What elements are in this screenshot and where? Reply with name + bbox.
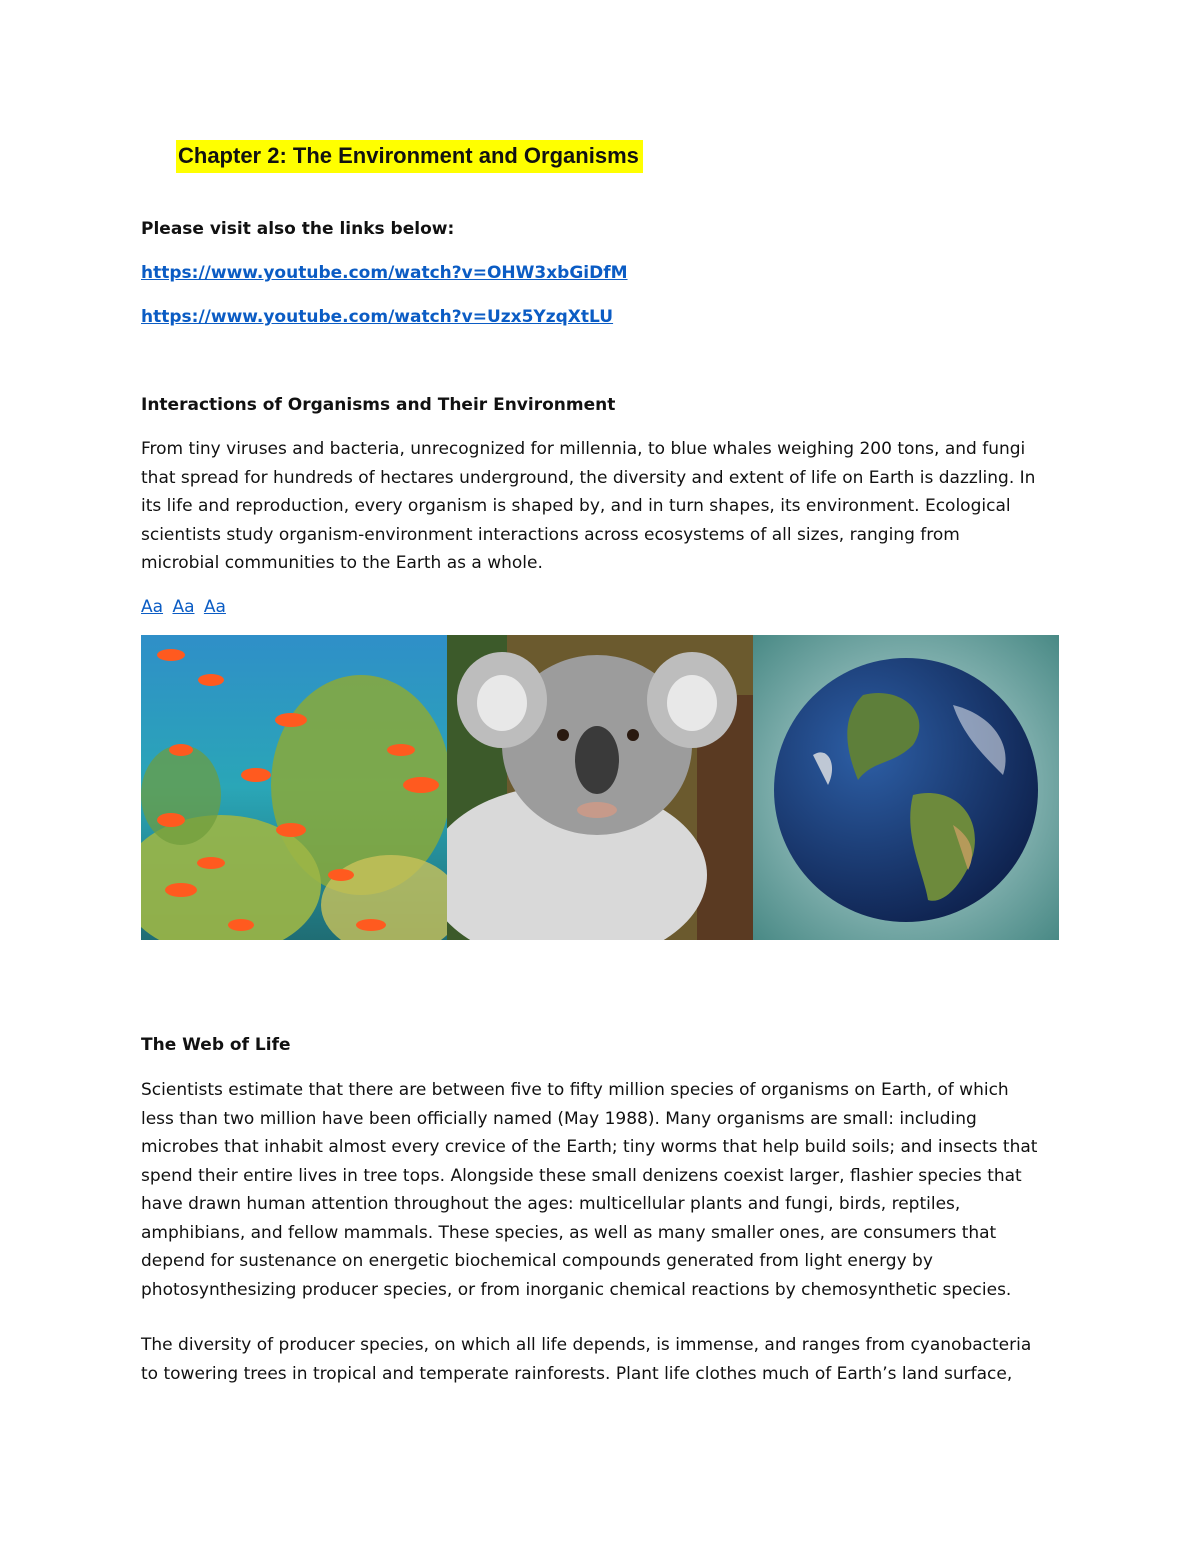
font-size-link-large[interactable]: Aa [203, 597, 226, 617]
paragraph-line: amphibians, and fellow mammals. These species, as well as many smaller ones, are consumers that [141, 1222, 997, 1243]
chapter-title-wrap [176, 140, 643, 173]
paragraph-line: its life and reproduction, every organism is shaped by, and in turn shapes, its environment. Ecological [141, 496, 1011, 516]
web-of-life-paragraph-1 [141, 1076, 1061, 1304]
font-size-link-medium[interactable]: Aa [172, 597, 195, 617]
paragraph-line: less than two million have been officially named (May 1988). Many organisms are small: including [141, 1108, 977, 1129]
paragraph-line: microbes that inhabit almost every crevice of the Earth; tiny worms that help build soils; and insects that [141, 1137, 1038, 1157]
paragraph-line: spend their entire lives in tree tops. Alongside these small denizens coexist larger, flashier species that [141, 1165, 1022, 1186]
paragraph-line: have drawn human attention throughout the ages: multicellular plants and fungi, birds, reptiles, [141, 1194, 961, 1214]
paragraph-line: scientists study organism-environment interactions across ecosystems of all sizes, ranging from [141, 524, 960, 545]
earth-image [753, 635, 1059, 940]
paragraph-line: microbial communities to the Earth as a whole. [141, 553, 543, 573]
paragraph-line: that spread for hundreds of hectares underground, the diversity and extent of life on Earth is dazzling. In [141, 467, 1036, 488]
section-heading-web-of-life: The Web of Life [141, 1035, 291, 1055]
paragraph-line: The diversity of producer species, on which all life depends, is immense, and ranges from cyanobacteria [141, 1335, 1032, 1355]
paragraph-line: photosynthesizing producer species, or from inorganic chemical reactions by chemosynthetic species. [141, 1279, 1012, 1300]
paragraph-line: to towering trees in tropical and temperate rainforests. Plant life clothes much of Earth’s land surface, [141, 1363, 1013, 1384]
link-row-1 [141, 259, 628, 287]
youtube-link-2[interactable]: https://www.youtube.com/watch?v=Uzx5YzqXtLU [141, 307, 614, 327]
visit-links-label: Please visit also the links below: [141, 219, 455, 239]
organisms-image-strip [141, 635, 1059, 940]
interactions-paragraph [141, 435, 1061, 578]
section-heading-interactions: Interactions of Organisms and Their Environment [141, 395, 616, 415]
font-size-link-small[interactable]: Aa [141, 597, 164, 617]
font-size-links [141, 593, 230, 621]
youtube-link-1[interactable]: https://www.youtube.com/watch?v=OHW3xbGiDfM [141, 263, 628, 283]
paragraph-line: From tiny viruses and bacteria, unrecognized for millennia, to blue whales weighing 200 tons, and fungi [141, 439, 1026, 459]
link-row-2 [141, 303, 613, 331]
paragraph-line: depend for sustenance on energetic biochemical compounds generated from light energy by [141, 1251, 933, 1271]
chapter-title: Chapter 2: The Environment and Organisms [176, 140, 643, 173]
paragraph-line: Scientists estimate that there are between five to fifty million species of organisms on Earth, of which [141, 1080, 1009, 1100]
coral-reef-image [141, 635, 447, 940]
web-of-life-paragraph-2 [141, 1331, 1061, 1388]
koala-image [447, 635, 753, 940]
